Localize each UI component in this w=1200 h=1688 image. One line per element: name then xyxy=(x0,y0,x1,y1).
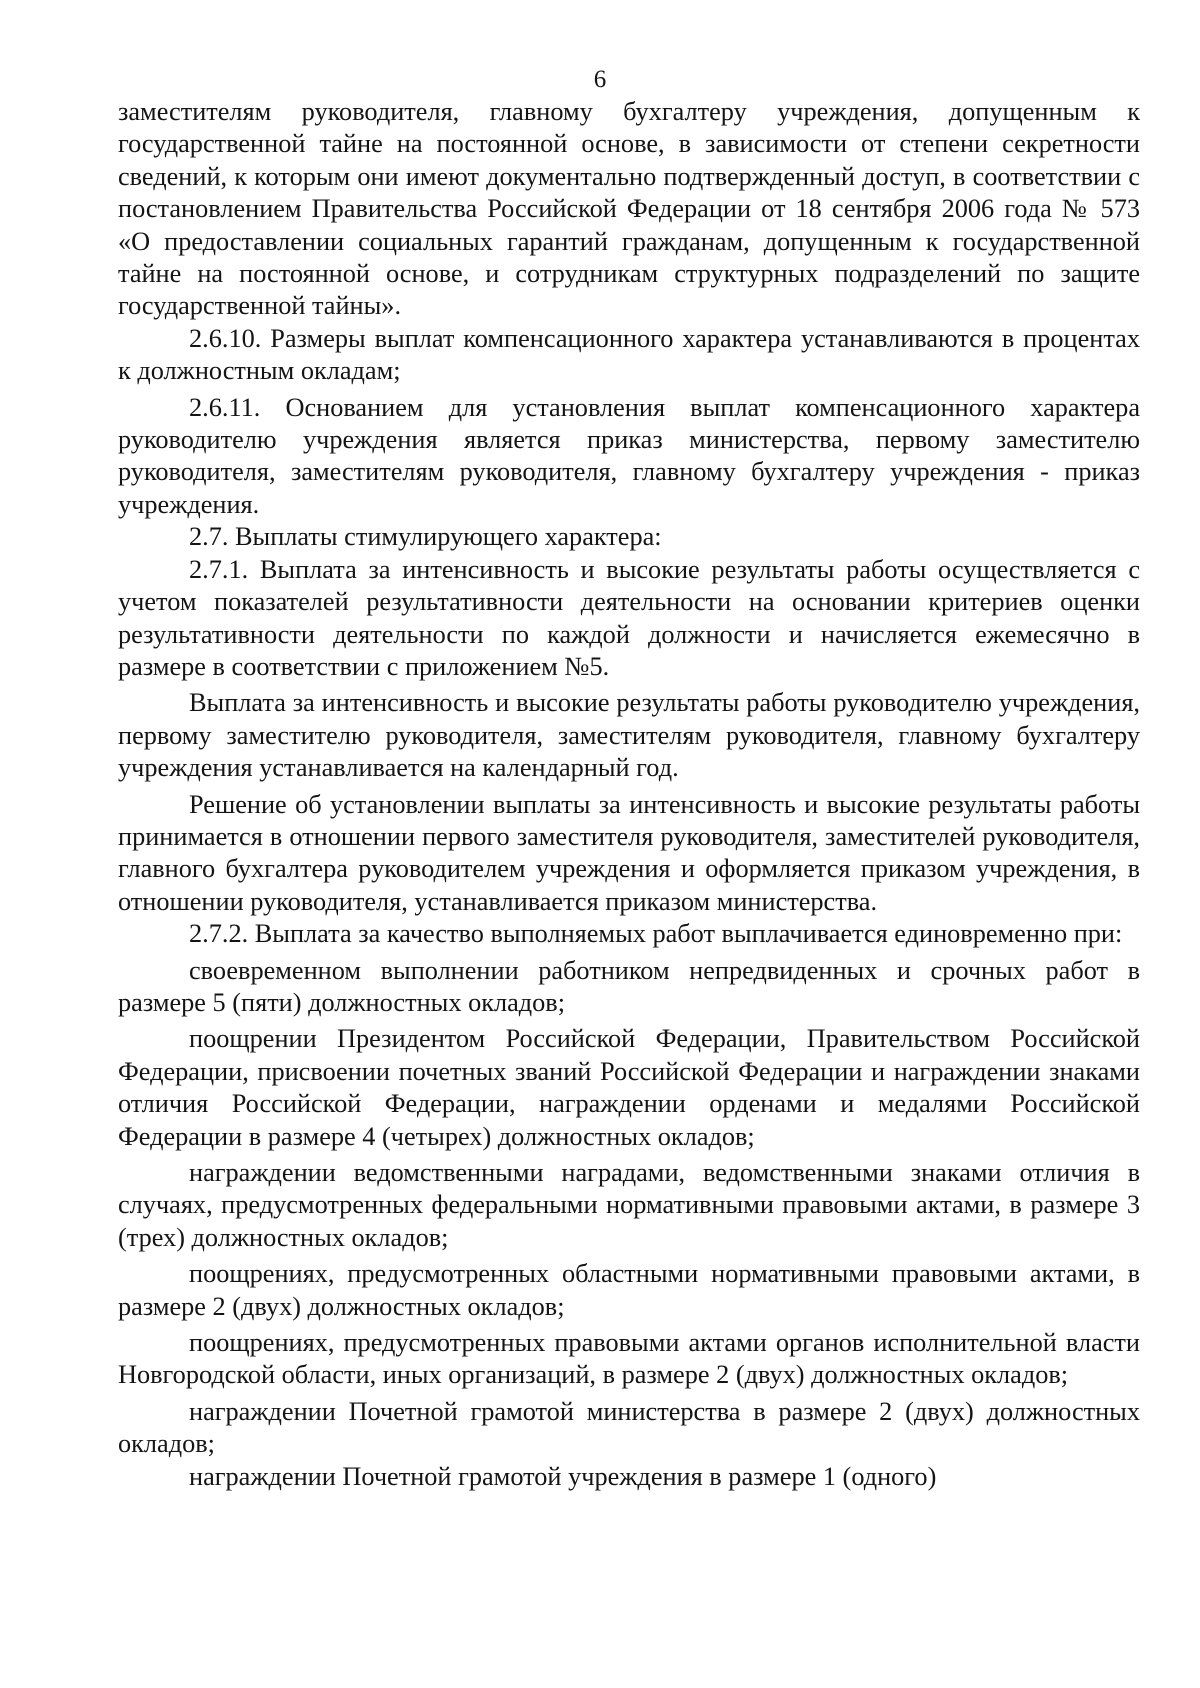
paragraph-institution-certificate: награждении Почетной грамотой учреждения в размере 1 (одного) xyxy=(189,1461,937,1491)
paragraph-payment-decision: Решение об установлении выплаты за интенсивность и высокие результаты работы принимается в отношении первого заместителя руководителя, заместителей руководителя, главного бухгалтера руководителем учреждения и оформляется приказом учреждения, в отношении руководителя, устанавливается приказом министерства. xyxy=(118,789,1140,916)
paragraph-ministry-certificate: награждении Почетной грамотой министерства в размере 2 (двух) должностных окладов; xyxy=(118,1396,1140,1459)
page-number: 6 xyxy=(593,66,607,93)
document-body xyxy=(118,96,1140,1493)
paragraph-executive-incentive: поощрениях, предусмотренных правовыми актами органов исполнительной власти Новгородской области, иных организаций, в размере 2 (двух) должностных окладов; xyxy=(118,1328,1140,1390)
paragraph-urgent-work: своевременном выполнении работником непредвиденных и срочных работ в размере 5 (пяти) должностных окладов; xyxy=(118,955,1140,1017)
paragraph-2-7-1: 2.7.1. Выплата за интенсивность и высокие результаты работы осуществляется с учетом показателей результативности деятельности на основании критериев оценки результативности деятельности по каждой должности и начисляется ежемесячно в размере в соответствии с приложением №5. xyxy=(118,554,1140,681)
paragraph-regional-incentive: поощрениях, предусмотренных областными нормативными правовыми актами, в размере 2 (двух) должностных окладов; xyxy=(118,1259,1140,1321)
paragraph-presidential-award: поощрении Президентом Российской Федерации, Правительством Российской Федерации, присвоении почетных званий Российской Федерации и награждении знаками отличия Российской Федерации, награждении орденами и медалями Российской Федерации в размере 4 (четырех) должностных окладов; xyxy=(118,1024,1140,1151)
paragraph-2-7: 2.7. Выплаты стимулирующего характера: xyxy=(189,522,662,552)
paragraph-2-6-10: 2.6.10. Размеры выплат компенсационного характера устанавливаются в процентах к должностным окладам; xyxy=(118,323,1140,386)
paragraph-continuation: заместителям руководителя, главному бухгалтеру учреждения, допущенным к государственной тайне на постоянной основе, в зависимости от степени секретности сведений, к которым они имеют документально подтвержденный доступ, в соответствии с постановлением Правительства Российской Федерации от 18 сентября 2006 года № 573 «О предоставлении социальных гарантий гражданам, допущенным к государственной тайне на постоянной основе, и сотрудникам структурных подразделений по защите государственной тайны». xyxy=(118,97,1140,321)
paragraph-departmental-award: награждении ведомственными наградами, ведомственными знаками отличия в случаях, предусмотренных федеральными нормативными правовыми актами, в размере 3 (трех) должностных окладов; xyxy=(118,1158,1140,1252)
paragraph-2-6-11: 2.6.11. Основанием для установления выплат компенсационного характера руководителю учреждения является приказ министерства, первому заместителю руководителя, заместителям руководителя, главному бухгалтеру учреждения - приказ учреждения. xyxy=(118,392,1140,519)
paragraph-2-7-2: 2.7.2. Выплата за качество выполняемых работ выплачивается единовременно при: xyxy=(189,919,1123,949)
paragraph-intensity-payment: Выплата за интенсивность и высокие результаты работы руководителю учреждения, первому заместителю руководителя, заместителям руководителя, главному бухгалтеру учреждения устанавливается на календарный год. xyxy=(118,688,1140,783)
